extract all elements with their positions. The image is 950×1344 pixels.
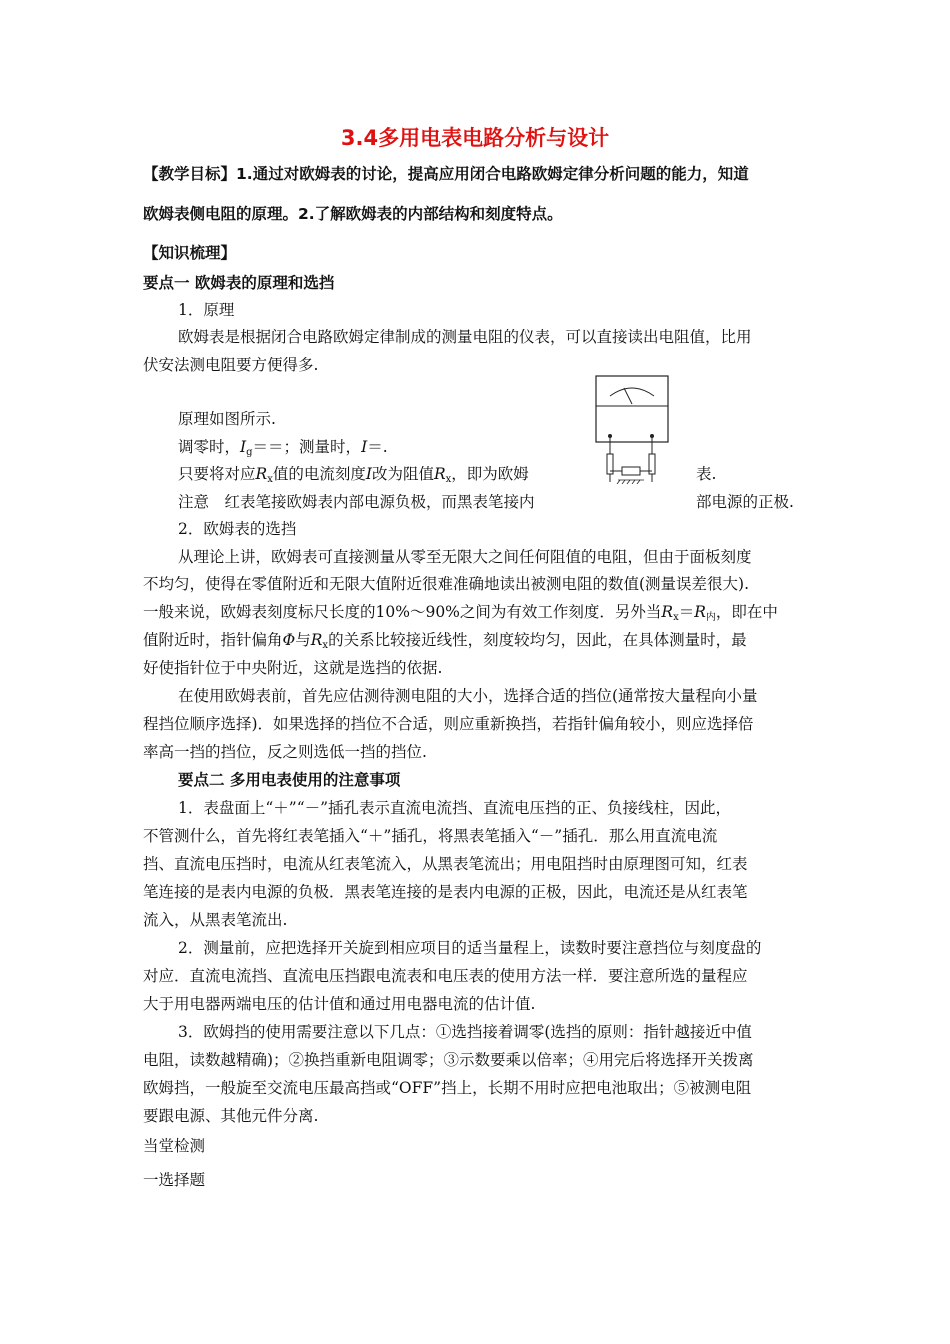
point2-heading: 要点二 多用电表使用的注意事项: [178, 771, 401, 789]
point1-p4-end: 表.: [696, 465, 717, 483]
meter-case: [596, 376, 668, 442]
point1-heading: 要点一 欧姆表的原理和选挡: [143, 274, 335, 292]
point1-p7-l3: 率高一挡的挡位，反之则选低一挡的挡位.: [143, 743, 427, 761]
point1-p4: 只要将对应$R_x$值的电流刻度I改为阻值$R_x$，即为欧姆: [178, 465, 529, 485]
point2-i1-l2: 不管测什么，首先将红表笔插入“＋”插孔，将黑表笔插入“－”插孔．那么用直流电流: [143, 827, 718, 845]
point1-p6-l3: 一般来说，欧姆表刻度标尺长度的10%～90%之间为有效工作刻度．另外当$R_x=R_内$，即在中: [143, 603, 778, 623]
knowledge-heading: 【知识梳理】: [143, 244, 237, 262]
point1-p2: 原理如图所示.: [178, 410, 276, 428]
point2-i1-l1: 1．表盘面上“＋”“－”插孔表示直流电流挡、直流电压挡的正、负接线柱，因此，: [178, 799, 732, 817]
objective-line-2: 欧姆表侧电阻的原理。2.了解欧姆表的内部结构和刻度特点。: [143, 205, 563, 223]
ground-hatch: [617, 480, 644, 484]
point1-p6-l1: 从理论上讲，欧姆表可直接测量从零至无限大之间任何阻值的电阻，但由于面板刻度: [178, 548, 752, 566]
point1-p1-l1: 欧姆表是根据闭合电路欧姆定律制成的测量电阻的仪表，可以直接读出电阻值，比用: [178, 328, 752, 346]
point1-p7-l1: 在使用欧姆表前，首先应估测待测电阻的大小，选择合适的挡位(通常按大量程向小量: [178, 687, 758, 705]
choice-heading: 一选择题: [143, 1171, 206, 1189]
point2-i2-l3: 大于用电器两端电压的估计值和通过用电器电流的估计值.: [143, 995, 536, 1013]
point2-i3-l1: 3．欧姆挡的使用需要注意以下几点：①选挡接着调零(选挡的原则：指针越接近中值: [178, 1023, 752, 1041]
point1-sub2: 2．欧姆表的选挡: [178, 520, 297, 538]
point2-i1-l5: 流入，从黑表笔流出.: [143, 911, 288, 929]
objective-text-1: 1.通过对欧姆表的讨论，提高应用闭合电路欧姆定律分析问题的能力，知道: [236, 165, 749, 183]
objective-label: 【教学目标】: [143, 165, 237, 183]
point2-i3-l2: 电阻，读数越精确)；②换挡重新电阻调零；③示数要乘以倍率；④用完后将选择开关拨离: [143, 1051, 754, 1069]
dial-scale-arc: [610, 388, 654, 396]
point2-i2-l1: 2．测量前，应把选择开关旋到相应项目的适当量程上，读数时要注意挡位与刻度盘的: [178, 939, 762, 957]
point1-sub1: 1．原理: [178, 301, 235, 319]
page-title: 3.4多用电表电路分析与设计: [340, 126, 610, 150]
point1-p7-l2: 程挡位顺序选择)．如果选择的挡位不合适，则应重新换挡，若指针偏角较小，则应选择倍: [143, 715, 754, 733]
point2-i3-l4: 要跟电源、其他元件分离.: [143, 1107, 319, 1125]
point2-i3-l3: 欧姆挡，一般旋至交流电压最高挡或“OFF”挡上，长期不用时应把电池取出；⑤被测电阻: [143, 1079, 752, 1097]
point1-p6-l5: 好使指针位于中央附近，这就是选挡的依据.: [143, 659, 443, 677]
point2-i1-l4: 笔连接的是表内电源的负极．黑表笔连接的是表内电源的正极，因此，电流还是从红表笔: [143, 883, 748, 901]
dial-needle: [624, 388, 632, 404]
point1-p6-l4: 值附近时，指针偏角Φ与$R_x$的关系比较接近线性，刻度较均匀，因此，在具体测量时，最: [143, 631, 747, 651]
ohmmeter-diagram: [588, 374, 678, 484]
point2-i2-l2: 对应．直流电流挡、直流电压挡跟电流表和电压表的使用方法一样．要注意所选的量程应: [143, 967, 748, 985]
point2-i1-l3: 挡、直流电压挡时，电流从红表笔流入，从黑表笔流出；用电阻挡时由原理图可知，红表: [143, 855, 748, 873]
point1-p5-a: 注意 红表笔接欧姆表内部电源负极，而黑表笔接内: [178, 493, 535, 511]
point1-p1-l2: 伏安法测电阻要方便得多.: [143, 356, 319, 374]
point1-p5-b: 部电源的正极.: [696, 493, 794, 511]
point1-p6-l2: 不均匀，使得在零值附近和无限大值附近很难准确地读出被测电阻的数值(测量误差很大).: [143, 575, 750, 593]
check-heading: 当堂检测: [143, 1137, 206, 1155]
point1-p3: 调零时，$I_g==$；测量时，I＝.: [178, 438, 388, 458]
objective-line-1: [143, 164, 749, 184]
test-resistor: [622, 467, 640, 475]
